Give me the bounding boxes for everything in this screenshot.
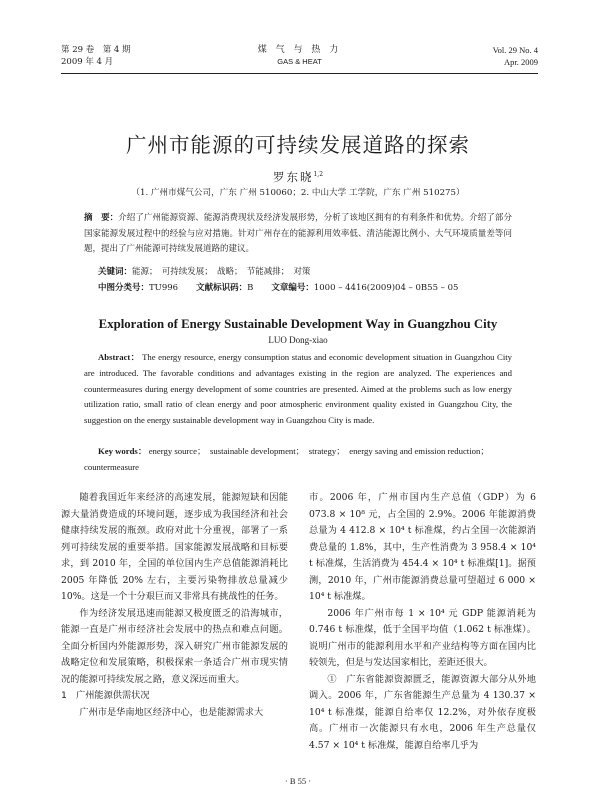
journal-name-cn: 煤 气 与 热 力 xyxy=(257,45,342,55)
article-title-cn: 广州市能源的可持续发展道路的探索 xyxy=(126,133,470,157)
header-right xyxy=(493,44,538,68)
doc-code-value: B xyxy=(247,283,254,293)
date-en: Apr. 2009 xyxy=(504,57,538,67)
header-center xyxy=(61,44,538,68)
abstract-cn-label: 摘 要： xyxy=(84,213,119,223)
journal-name-en: GAS & HEAT xyxy=(277,57,322,66)
keywords-cn-label: 关键词： xyxy=(98,267,133,277)
article-number-label: 文章编号： xyxy=(271,283,314,293)
section-heading: 1 广州能源供需状况 xyxy=(61,690,150,701)
clc-label: 中图分类号： xyxy=(98,283,150,293)
classification-line xyxy=(98,281,512,296)
running-header xyxy=(61,44,538,74)
abstract-en-text: The energy resource, energy consumption status and economic development situation in Guangzhou City are introduced. The favorable conditions and advantages existing in the region are analyzed. The experiences and countermeasures during energy development of some countries are presented. Aimed at the problems such as low energy utilization ratio, small ratio of clean energy and poor atmospheric environment quality existed in Guangzhou City, the suggestion on the energy sustainable development way in Guangzhou City is made. xyxy=(84,352,513,426)
author-affiliation-marks: 1,2 xyxy=(313,171,324,179)
date-cn: 2009 年 4 月 xyxy=(61,57,114,67)
article-title-en: Exploration of Energy Sustainable Development Way in Guangzhou City xyxy=(98,317,498,331)
abstract-en-label: Abstract： xyxy=(98,352,140,362)
volume-issue-cn: 第 29 卷 第 4 期 xyxy=(61,45,131,55)
header-rule xyxy=(61,73,538,74)
author-en: LUO Dong-xiao xyxy=(268,335,328,345)
body-right-column xyxy=(309,490,536,754)
abstract-cn-text: 介绍了广州能源资源、能源消费现状及经济发展形势，分析了该地区拥有的有利条件和优势。介绍了部分国家能源发展过程中的经验与应对措施。针对广州存在的能源利用效率低、清洁能源比例小、大气环境质量差等问题，提出了广州能源可持续发展道路的建议。 xyxy=(84,213,512,255)
body-paragraph: 广州市是华南地区经济中心，也是能源需求大 xyxy=(79,706,264,718)
body-left-column xyxy=(61,490,288,721)
body-paragraph: 作为经济发展迅速而能源又极度匮乏的沿海城市，能源一直是广州市经济社会发展中的热点和难点问题。全面分析国内外能源形势，深入研究广州市能源发展的战略定位和发展策略，积极探索一条适合广州市现实情况的能源可持续发展之路，意义深远而重大。 xyxy=(61,607,288,685)
affiliation-cn: （1. 广州市煤气公司，广东 广州 510060；2. 中山大学 工学院，广东 广州 510275） xyxy=(131,188,465,198)
author-name-cn: 罗东晓 xyxy=(272,170,314,184)
keywords-cn-text: 能源； 可持续发展； 战略； 节能减排； 对策 xyxy=(132,267,311,277)
body-paragraph: 2006 年广州市每 1 × 10⁴ 元 GDP 能源消耗为 0.746 t 标准煤，低于全国平均值（1.062 t 标准煤）。说明广州市的能源利用水平和产业结构等方面在国内比较领先，但是与发达国家相比，差距还很大。 xyxy=(309,607,536,668)
keywords-en xyxy=(84,444,512,476)
doc-code-label: 文献标识码： xyxy=(196,283,248,293)
keywords-cn xyxy=(98,265,512,280)
volume-issue-en: Vol. 29 No. 4 xyxy=(492,45,538,55)
abstract-cn xyxy=(84,211,512,258)
article-number-value: 1000 – 4416(2009)04 – 0B55 – 05 xyxy=(313,283,459,293)
abstract-en xyxy=(84,350,512,429)
author-cn xyxy=(0,169,596,185)
page-number: · B 55 · xyxy=(284,776,312,786)
keywords-en-label: Key words： xyxy=(98,446,147,456)
body-paragraph: 随着我国近年来经济的高速发展，能源短缺和因能源大量消费造成的环境问题，逐步成为我国经济和社会健康持续发展的瓶颈。政府对此十分重视，部署了一系列可持续发展的重要举措。国家能源发展战略和目标要求，到 2010 年，全国的单位国内生产总值能源消耗比 2005 年降低 20% 左右，主要污染物排放总量减少 10%。这是一个十分艰巨而又非常具有挑战性的任务。 xyxy=(61,492,288,602)
body-paragraph: ① 广东省能源资源匮乏，能源资源大部分从外地调入。2006 年，广东省能源生产总量为 4 130.37 × 10⁴ t 标准煤，能源自给率仅 12.2%，对外依存度极高。广州市一次能源只有水电，2006 年生产总量仅 4.57 × 10⁴ t 标准煤，能源自给率几乎为 xyxy=(309,673,536,751)
body-paragraph: 市。2006 年，广州市国内生产总值（GDP）为 6 073.8 × 10⁸ 元，占全国的 2.9%。2006 年能源消费总量为 4 412.8 × 10⁴ t 标准煤，约占全国一次能源消费总量的 1.8%，其中，生产性消费为 3 958.4 × 10⁴ t 标准煤，生活消费为 454.4 × 10⁴ t 标准煤[1]。据预测，2010 年，广州市能源消费总量可望超过 6 000 × 10⁴ t 标准煤。 xyxy=(309,492,536,602)
clc-value: TU996 xyxy=(149,283,179,293)
keywords-en-text: energy source； sustainable development； strategy； energy saving and emission reduction； countermeasure xyxy=(84,446,494,472)
